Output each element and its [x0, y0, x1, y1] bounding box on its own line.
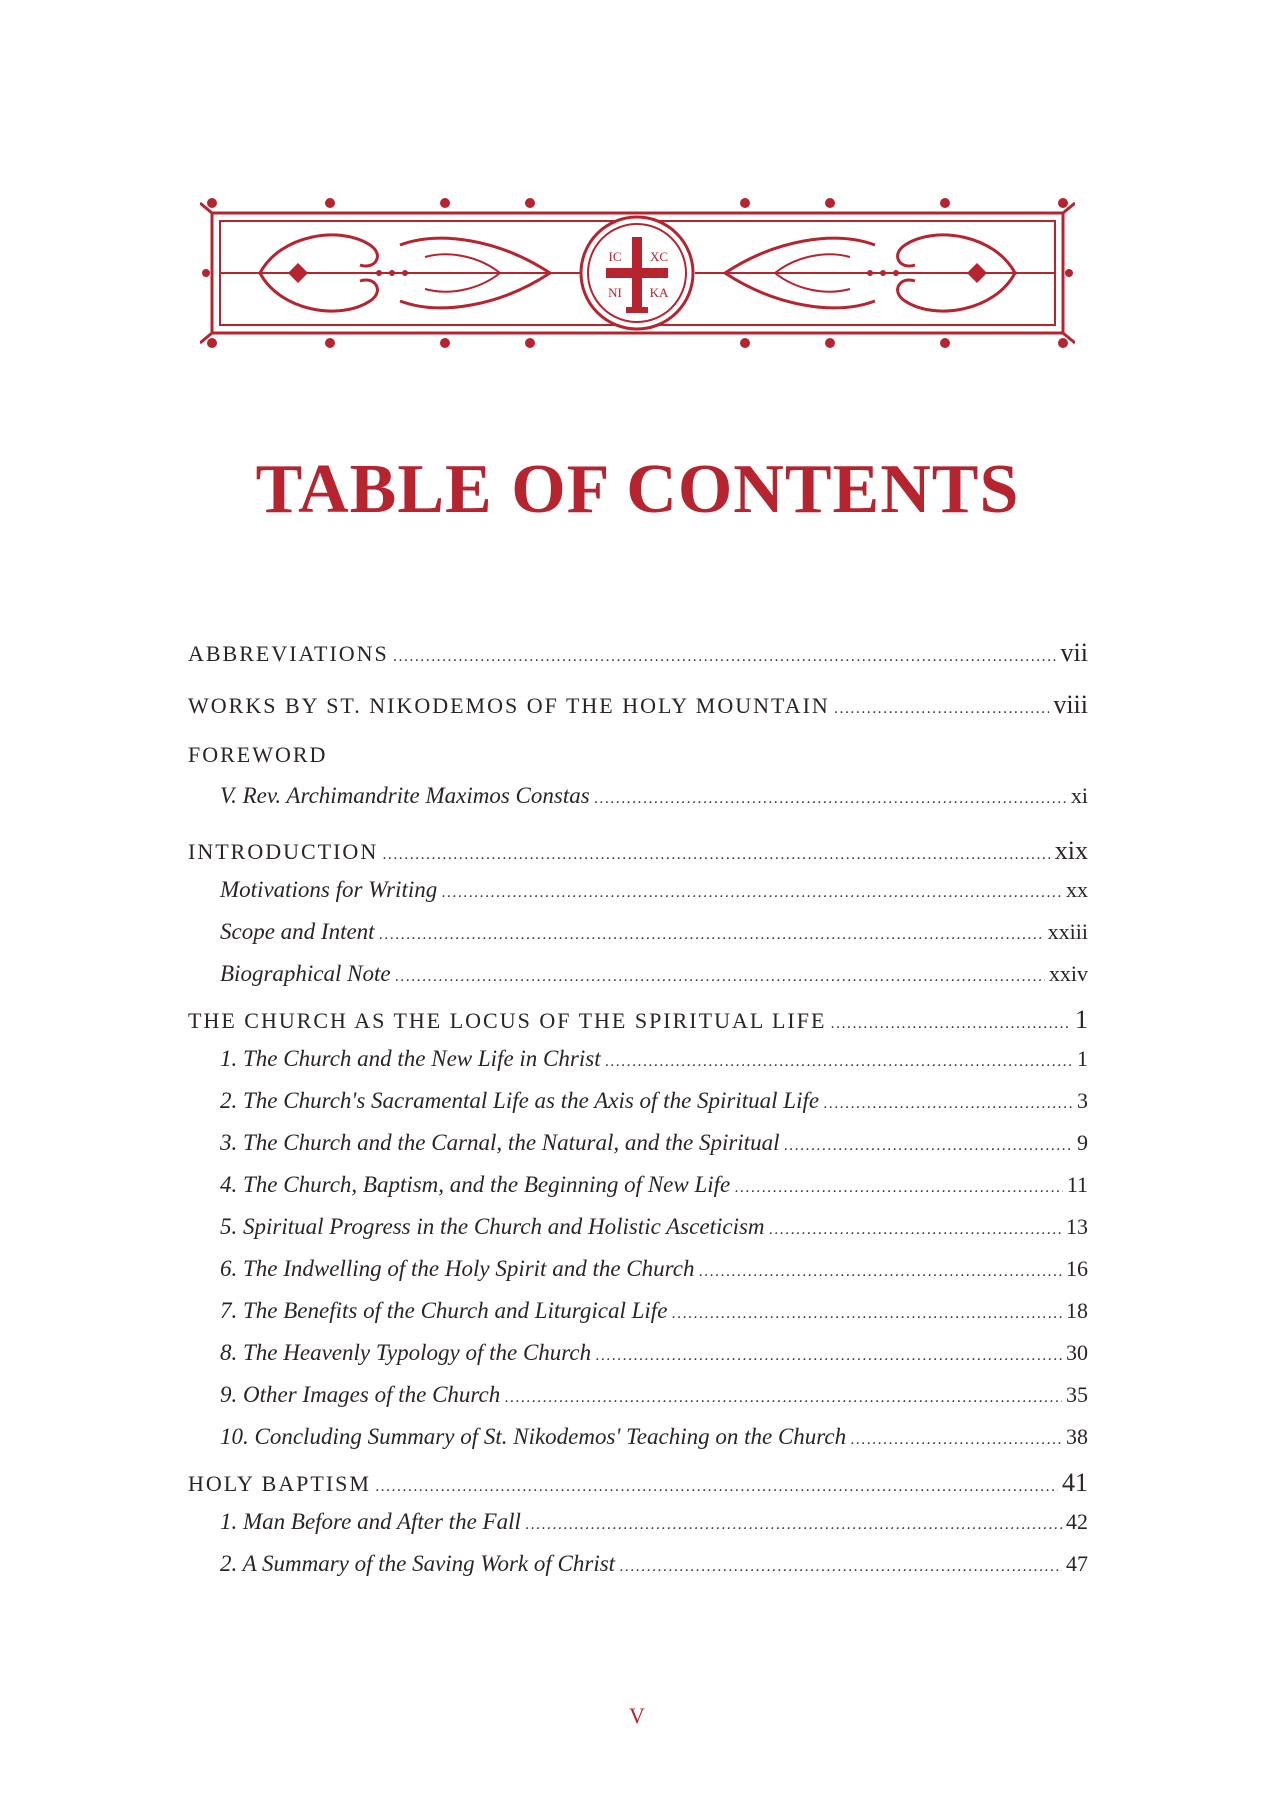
toc-subentry[interactable] [220, 1551, 1088, 1584]
toc-entry-label: HOLY BAPTISM [188, 1471, 371, 1496]
dot-leader [379, 927, 1044, 943]
toc-subentry[interactable] [220, 1172, 1088, 1205]
dot-leader [504, 1390, 1062, 1406]
toc-entry-page: xx [1066, 877, 1088, 902]
toc-entry-page: 9 [1077, 1130, 1088, 1155]
toc-subentry[interactable] [220, 1424, 1088, 1457]
toc-entry-label: 5. Spiritual Progress in the Church and Holistic Asceticism [220, 1214, 765, 1239]
toc-entry-label: Motivations for Writing [220, 877, 438, 902]
toc-entry-page: vii [1060, 638, 1088, 667]
toc-subentry[interactable] [220, 1088, 1088, 1121]
toc-entry-church[interactable] [188, 1005, 1088, 1037]
dot-leader [671, 1306, 1062, 1322]
toc-entry-label: Biographical Note [220, 961, 391, 986]
toc-subentry[interactable] [220, 961, 1088, 994]
dot-leader [375, 1479, 1058, 1495]
dot-leader [783, 1138, 1073, 1154]
dot-leader [619, 1559, 1062, 1575]
dot-leader [594, 791, 1067, 807]
toc-entry-page: 16 [1066, 1256, 1088, 1281]
dot-leader [834, 701, 1050, 717]
toc-entry-abbreviations[interactable] [188, 638, 1088, 670]
toc-subentry[interactable] [220, 1382, 1088, 1415]
toc-entry-page: 47 [1066, 1551, 1088, 1576]
toc-entry-label: 6. The Indwelling of the Holy Spirit and the Church [220, 1256, 695, 1281]
toc-subentry[interactable] [220, 1298, 1088, 1331]
monogram-ic: IC [608, 249, 622, 264]
toc-entry-page: 13 [1066, 1214, 1088, 1239]
toc-entry-label: FOREWORD [188, 742, 328, 767]
toc-entry-page: 18 [1066, 1298, 1088, 1323]
toc-entry-label: 10. Concluding Summary of St. Nikodemos' Teaching on the Church [220, 1424, 847, 1449]
dot-leader [850, 1432, 1062, 1448]
toc-entry-label: THE CHURCH AS THE LOCUS OF THE SPIRITUAL LIFE [188, 1008, 827, 1033]
dot-leader [698, 1264, 1062, 1280]
toc-subentry[interactable] [220, 919, 1088, 952]
toc-entry-page: viii [1053, 690, 1088, 719]
toc-entry-label: ABBREVIATIONS [188, 641, 389, 666]
toc-subentry[interactable] [220, 1214, 1088, 1247]
toc-entry-page: 41 [1062, 1468, 1088, 1497]
dot-leader [382, 847, 1051, 863]
dot-leader [595, 1348, 1062, 1364]
toc-entry-label: 1. Man Before and After the Fall [220, 1509, 521, 1534]
dot-leader [605, 1054, 1073, 1070]
toc-entry-label: V. Rev. Archimandrite Maximos Constas [220, 783, 590, 808]
toc-entry-page: xxiii [1047, 919, 1088, 944]
toc-entry-label: WORKS BY ST. NIKODEMOS OF THE HOLY MOUNTAIN [188, 693, 830, 718]
toc-entry-page: 42 [1066, 1509, 1088, 1534]
toc-entry-page: 38 [1066, 1424, 1088, 1449]
dot-leader [823, 1096, 1073, 1112]
toc-entry-works[interactable] [188, 690, 1088, 722]
toc-entry-introduction[interactable] [188, 836, 1088, 868]
dot-leader [734, 1180, 1063, 1196]
toc-entry-page: xix [1054, 836, 1088, 865]
toc-entry-page: xxiv [1048, 961, 1088, 986]
dot-leader [395, 969, 1045, 985]
toc-subentry-foreword-author[interactable] [220, 783, 1088, 816]
monogram-ka: KA [649, 285, 669, 300]
toc-entry-label: Scope and Intent [220, 919, 375, 944]
toc-entry-label: 1. The Church and the New Life in Christ [220, 1046, 601, 1071]
toc-subentry[interactable] [220, 1340, 1088, 1373]
toc-entry-baptism[interactable] [188, 1468, 1088, 1500]
toc-entry-label: 2. A Summary of the Saving Work of Christ [220, 1551, 616, 1576]
toc-subentry[interactable] [220, 877, 1088, 910]
toc-entry-label: 2. The Church's Sacramental Life as the Axis of the Spiritual Life [220, 1088, 820, 1113]
toc-subentry[interactable] [220, 1046, 1088, 1079]
dot-leader [441, 885, 1062, 901]
page-folio: V [629, 1703, 646, 1728]
ic-xc-nika-cross-headpiece-icon [200, 195, 1075, 350]
toc-subentry[interactable] [220, 1256, 1088, 1289]
dot-leader [393, 649, 1057, 665]
table-of-contents [188, 638, 1088, 1584]
toc-entry-page: 30 [1066, 1340, 1088, 1365]
dot-leader [769, 1222, 1062, 1238]
toc-entry-page: 3 [1077, 1088, 1088, 1113]
toc-entry-label: INTRODUCTION [188, 839, 379, 864]
dot-leader [525, 1517, 1062, 1533]
toc-subentry[interactable] [220, 1130, 1088, 1163]
monogram-xc: XC [649, 249, 669, 264]
toc-entry-page: 35 [1066, 1382, 1088, 1407]
monogram-ni: NI [608, 285, 622, 300]
toc-entry-label: 3. The Church and the Carnal, the Natural, and the Spiritual [220, 1130, 780, 1155]
toc-entry-page: 11 [1066, 1172, 1088, 1197]
dot-leader [830, 1016, 1071, 1032]
toc-entry-foreword[interactable] [188, 742, 1088, 774]
toc-entry-label: 8. The Heavenly Typology of the Church [220, 1340, 592, 1365]
toc-subentry[interactable] [220, 1509, 1088, 1542]
toc-entry-label: 9. Other Images of the Church [220, 1382, 501, 1407]
toc-entry-page: 1 [1075, 1005, 1088, 1034]
toc-entry-page: 1 [1077, 1046, 1088, 1071]
page-title: TABLE OF CONTENTS [255, 451, 1020, 528]
toc-entry-label: 7. The Benefits of the Church and Liturgical Life [220, 1298, 668, 1323]
toc-entry-page: xi [1070, 783, 1088, 808]
toc-entry-label: 4. The Church, Baptism, and the Beginning of New Life [220, 1172, 731, 1197]
